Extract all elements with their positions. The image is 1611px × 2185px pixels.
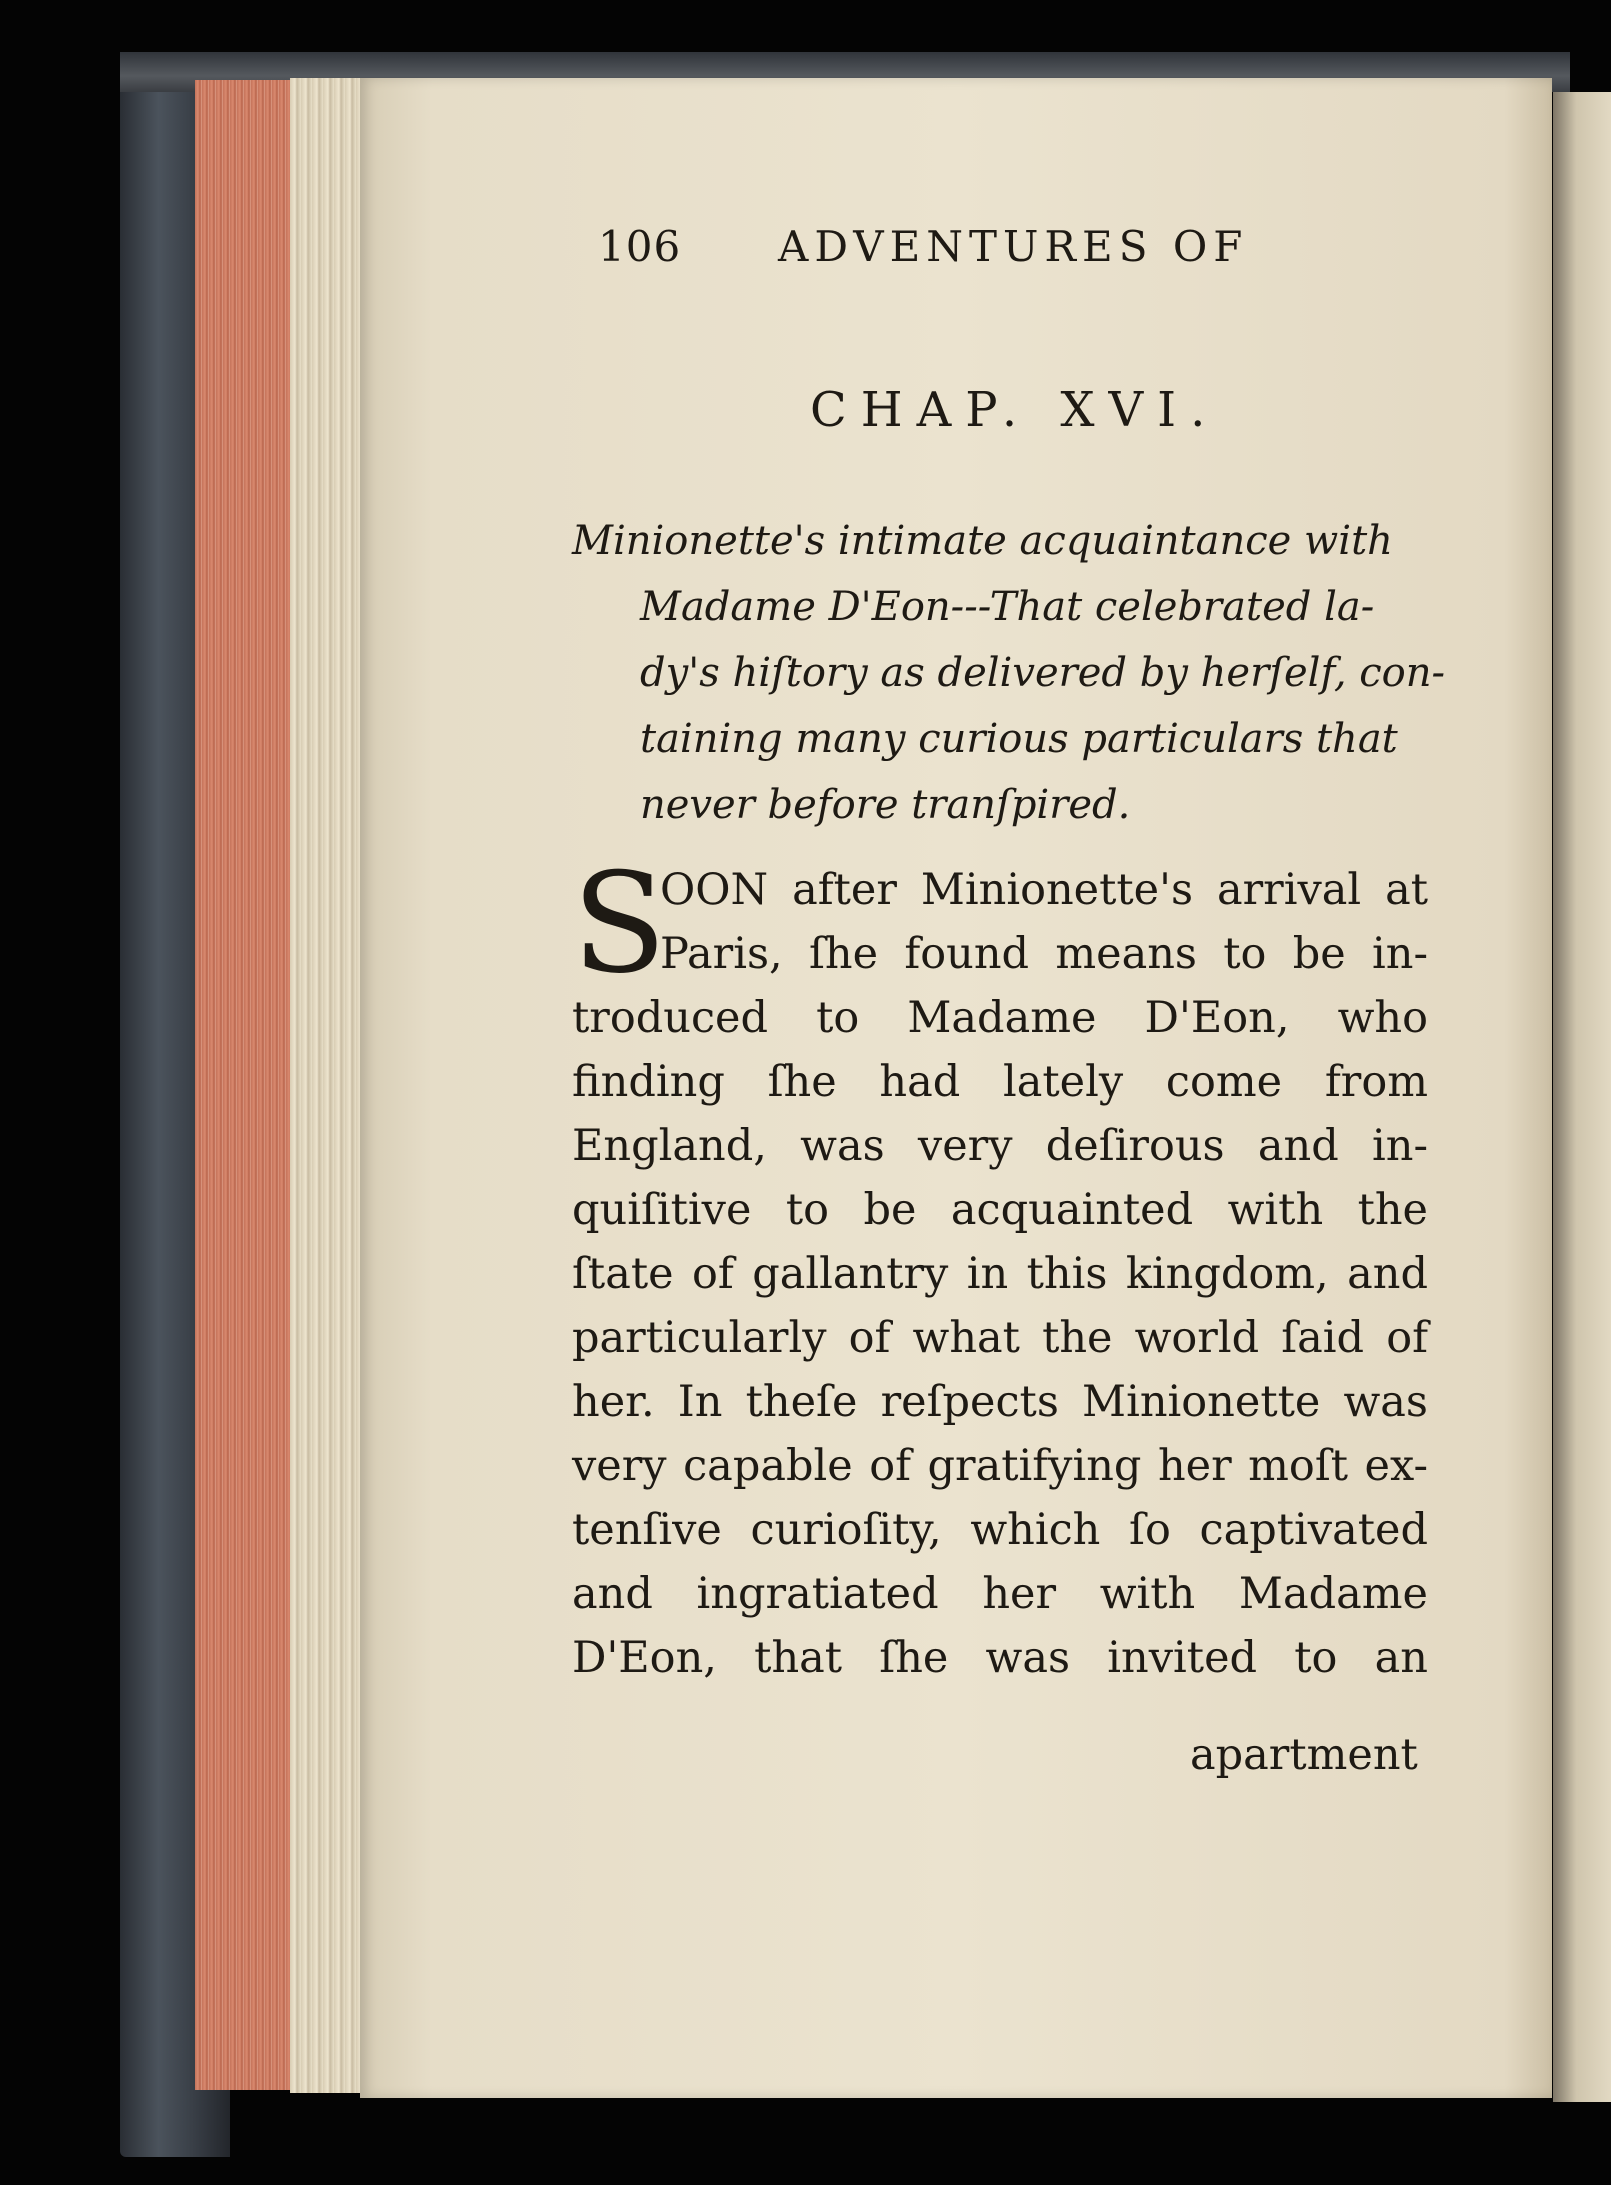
chapter-summary xyxy=(572,508,1446,838)
page-header xyxy=(598,222,1358,282)
body-line: England, was very deſirous and in- xyxy=(572,1121,1428,1171)
body-line: very capable of gratifying her moſt ex- xyxy=(572,1441,1428,1491)
page-stack-edges xyxy=(290,78,370,2093)
body-line: finding ſhe had lately come from xyxy=(572,1057,1428,1107)
drop-cap: S xyxy=(572,843,667,1004)
summary-line: taining many curious particulars that xyxy=(640,716,1398,762)
page-number: 106 xyxy=(598,222,682,271)
catchword: apartment xyxy=(1190,1730,1418,1780)
summary-line: dy's hiſtory as delivered by herſelf, con- xyxy=(640,650,1446,696)
body-line: troduced to Madame D'Eon, who xyxy=(572,993,1428,1043)
summary-line: never before tranſpired. xyxy=(640,782,1131,828)
chapter-title: CHAP. XVI. xyxy=(810,382,1220,438)
summary-line: Minionette's intimate acquaintance with xyxy=(572,518,1393,564)
running-head: ADVENTURES OF xyxy=(778,222,1249,271)
red-page-edges xyxy=(195,80,305,2090)
body-line: her. In theſe reſpects Minionette was xyxy=(572,1377,1428,1427)
facing-page-edge xyxy=(1553,92,1611,2102)
body-line: and ingratiated her with Madame xyxy=(572,1569,1428,1619)
body-line: tenſive curioſity, which ſo captivated xyxy=(572,1505,1428,1555)
body-line: D'Eon, that ſhe was invited to an xyxy=(572,1633,1428,1683)
summary-line: Madame D'Eon---That celebrated la- xyxy=(640,584,1375,630)
body-text xyxy=(572,843,1428,1690)
body-line: ſtate of gallantry in this kingdom, and xyxy=(572,1249,1428,1299)
body-line: Paris, ſhe found means to be in- xyxy=(660,929,1428,979)
body-line: OON after Minionette's arrival at xyxy=(660,865,1428,915)
body-line: quiſitive to be acquainted with the xyxy=(572,1185,1428,1235)
body-line: particularly of what the world ſaid of xyxy=(572,1313,1428,1363)
